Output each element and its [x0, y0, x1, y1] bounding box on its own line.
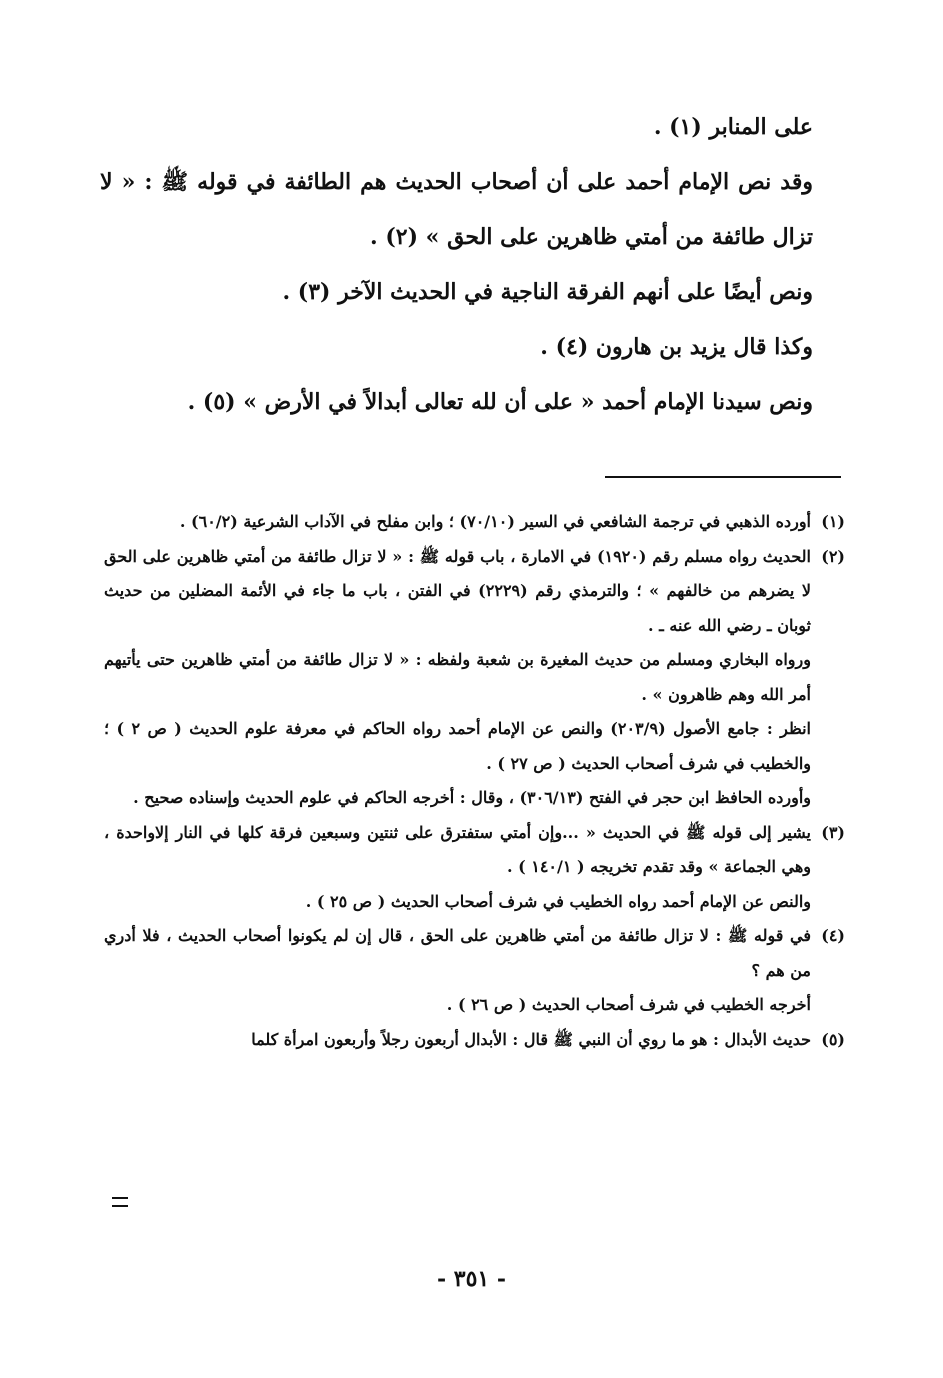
- footnote-separator: [605, 476, 841, 478]
- footnote-text: والنص عن الإمام أحمد رواه الخطيب في شرف أصحاب الحديث ( ص ٢٥ ) .: [305, 891, 811, 911]
- main-paragraph-1: وقد نص الإمام أحمد على أن أصحاب الحديث هم الطائفة في قوله ﷺ : « لا تزال طائفة من أمتي ظاهرين على الحق » (٢) .: [100, 169, 813, 250]
- main-paragraph-2: ونص أيضًا على أنهم الفرقة الناجية في الحديث الآخر (٣) .: [282, 279, 813, 305]
- footnote-number: (٣): [821, 822, 845, 842]
- footnote-3: [104, 816, 845, 920]
- footnote-2: [104, 540, 845, 816]
- footnotes: [104, 505, 845, 1057]
- footnote-text: انظر : جامع الأصول (٢٠٣/٩) والنص عن الإمام أحمد رواه الحاكم في معرفة علوم الحديث ( ص ٢ ) ؛ والخطيب في شرف أصحاب الحديث ( ص ٢٧ ) .: [104, 719, 812, 773]
- footnote-text: أورده الذهبي في ترجمة الشافعي في السير (٧٠/١٠) ؛ وابن مفلح في الآداب الشرعية (٦٠/٢) .: [179, 512, 811, 531]
- footnote-text: أخرجه الخطيب في شرف أصحاب الحديث ( ص ٢٦ ) .: [446, 995, 811, 1014]
- footnote-text: ورواه البخاري ومسلم من حديث المغيرة بن شعبة ولفظه : « لا تزال طائفة من أمتي ظاهرين حتى يأتيهم أمر الله وهم ظاهرون » .: [104, 650, 811, 704]
- footnote-text: وأورده الحافظ ابن حجر في الفتح (٣٠٦/١٣) ، وقال : أخرجه الحاكم في علوم الحديث وإسناده صحيح .: [133, 788, 811, 807]
- footnote-4: [104, 919, 845, 1023]
- footnote-text: الحديث رواه مسلم رقم (١٩٢٠) في الامارة ، باب قوله ﷺ : « لا تزال طائفة من أمتي ظاهرين على الحق لا يضرهم من خالفهم » ؛ والترمذي رقم (٢٢٢٩) في الفتن ، باب ما جاء في الأئمة المضلين من حديث ثوبان ـ رضي الله عنه ـ .: [104, 546, 812, 635]
- main-paragraph-3: وكذا قال يزيد بن هارون (٤) .: [540, 334, 813, 360]
- main-line-1: على المنابر (١) .: [653, 114, 813, 140]
- continuation-mark: [112, 1197, 128, 1207]
- main-paragraph-4: ونص سيدنا الإمام أحمد « على أن لله تعالى أبدالاً في الأرض » (٥) .: [187, 389, 813, 415]
- main-text: [100, 100, 843, 430]
- footnote-text: يشير إلى قوله ﷺ في الحديث « ...وإن أمتي ستفترق على ثنتين وسبعين فرقة كلها في النار إلاواحدة ، وهي الجماعة » وقد تقدم تخريجه ( ١٤٠/١ ) .: [104, 822, 811, 876]
- footnote-5: [104, 1023, 845, 1058]
- footnote-number: (٢): [821, 546, 845, 566]
- footnote-number: (١): [821, 512, 845, 531]
- footnote-text: في قوله ﷺ : لا تزال طائفة من أمتي ظاهرين على الحق ، قال إن لم يكونوا أصحاب الحديث ، فلا أدري من هم ؟: [104, 926, 811, 980]
- footnote-number: (٥): [821, 1029, 845, 1049]
- footnote-text: حديث الأبدال : هو ما روي أن النبي ﷺ قال : الأبدال أربعون رجلاً وأربعون امرأة كلما: [251, 1029, 811, 1049]
- footnote-number: (٤): [821, 926, 845, 945]
- footnote-1: [104, 505, 845, 540]
- page-number: - ٣٥١ -: [436, 1266, 507, 1292]
